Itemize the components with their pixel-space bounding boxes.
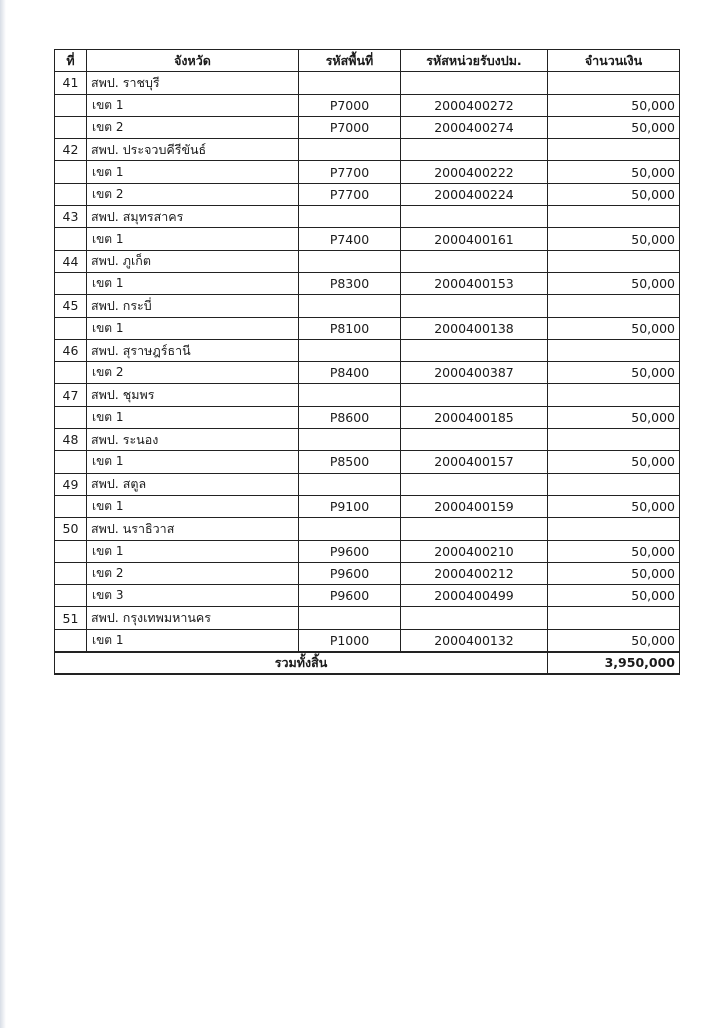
cell-unit-code: 2000400185 — [401, 406, 548, 428]
cell-no — [55, 272, 87, 294]
cell-name: เขต 1 — [87, 406, 299, 428]
cell-no — [55, 562, 87, 584]
cell-area-code — [299, 473, 401, 495]
cell-name: สพป. สมุทรสาคร — [87, 206, 299, 228]
cell-amount: 50,000 — [548, 228, 680, 250]
cell-amount: 50,000 — [548, 629, 680, 651]
cell-area-code: P9100 — [299, 495, 401, 517]
table-row-province — [55, 473, 680, 495]
cell-unit-code — [401, 295, 548, 317]
cell-amount — [548, 518, 680, 540]
cell-name: เขต 1 — [87, 272, 299, 294]
cell-area-code — [299, 518, 401, 540]
table-row-province — [55, 429, 680, 451]
cell-name: เขต 2 — [87, 562, 299, 584]
cell-area-code: P8500 — [299, 451, 401, 473]
cell-name: เขต 1 — [87, 629, 299, 651]
cell-amount — [548, 206, 680, 228]
cell-area-code: P1000 — [299, 629, 401, 651]
cell-name: สพป. สุราษฎร์ธานี — [87, 339, 299, 361]
cell-amount — [548, 384, 680, 406]
table-row-district — [55, 629, 680, 651]
cell-amount — [548, 72, 680, 94]
table-row-province — [55, 384, 680, 406]
cell-no — [55, 161, 87, 183]
cell-amount — [548, 473, 680, 495]
cell-amount — [548, 250, 680, 272]
cell-area-code: P7000 — [299, 116, 401, 138]
table-row-district — [55, 540, 680, 562]
cell-area-code — [299, 139, 401, 161]
cell-amount: 50,000 — [548, 362, 680, 384]
cell-name: สพป. ระนอง — [87, 429, 299, 451]
cell-unit-code — [401, 473, 548, 495]
cell-unit-code — [401, 384, 548, 406]
cell-amount: 50,000 — [548, 94, 680, 116]
cell-unit-code: 2000400153 — [401, 272, 548, 294]
cell-amount: 50,000 — [548, 161, 680, 183]
cell-amount: 50,000 — [548, 183, 680, 205]
cell-unit-code — [401, 429, 548, 451]
cell-no: 47 — [55, 384, 87, 406]
cell-area-code — [299, 206, 401, 228]
table-row-district — [55, 94, 680, 116]
cell-area-code — [299, 339, 401, 361]
cell-amount: 50,000 — [548, 406, 680, 428]
total-row — [55, 652, 680, 674]
cell-no: 43 — [55, 206, 87, 228]
table-row-district — [55, 451, 680, 473]
cell-area-code: P9600 — [299, 540, 401, 562]
page-edge-shadow — [0, 0, 6, 1028]
cell-area-code — [299, 384, 401, 406]
table-row-province — [55, 295, 680, 317]
total-amount: 3,950,000 — [548, 652, 680, 674]
cell-name: สพป. นราธิวาส — [87, 518, 299, 540]
cell-area-code: P7000 — [299, 94, 401, 116]
header-area-code: รหัสพื้นที่ — [299, 50, 401, 72]
cell-no — [55, 228, 87, 250]
cell-no — [55, 362, 87, 384]
cell-no — [55, 183, 87, 205]
table-row-district — [55, 116, 680, 138]
cell-name: สพป. ภูเก็ต — [87, 250, 299, 272]
cell-name: เขต 2 — [87, 116, 299, 138]
cell-amount — [548, 607, 680, 629]
cell-name: สพป. กระบี่ — [87, 295, 299, 317]
cell-amount: 50,000 — [548, 116, 680, 138]
cell-no: 42 — [55, 139, 87, 161]
cell-no — [55, 585, 87, 607]
cell-no — [55, 317, 87, 339]
cell-area-code: P7700 — [299, 161, 401, 183]
header-amount: จำนวนเงิน — [548, 50, 680, 72]
cell-unit-code — [401, 607, 548, 629]
cell-unit-code: 2000400157 — [401, 451, 548, 473]
cell-area-code — [299, 72, 401, 94]
cell-area-code — [299, 607, 401, 629]
cell-name: เขต 1 — [87, 451, 299, 473]
cell-unit-code: 2000400210 — [401, 540, 548, 562]
cell-no: 45 — [55, 295, 87, 317]
cell-unit-code — [401, 206, 548, 228]
table-body — [55, 72, 680, 652]
cell-no: 48 — [55, 429, 87, 451]
cell-no: 51 — [55, 607, 87, 629]
cell-unit-code: 2000400387 — [401, 362, 548, 384]
cell-unit-code — [401, 139, 548, 161]
cell-no — [55, 451, 87, 473]
cell-area-code: P7700 — [299, 183, 401, 205]
header-unit-code: รหัสหน่วยรับงปม. — [401, 50, 548, 72]
total-label: รวมทั้งสิ้น — [55, 652, 548, 674]
table-row-province — [55, 72, 680, 94]
table-row-province — [55, 206, 680, 228]
cell-amount: 50,000 — [548, 272, 680, 294]
cell-unit-code: 2000400138 — [401, 317, 548, 339]
cell-no — [55, 629, 87, 651]
cell-amount: 50,000 — [548, 317, 680, 339]
table-row-district — [55, 362, 680, 384]
cell-no: 41 — [55, 72, 87, 94]
cell-area-code: P8300 — [299, 272, 401, 294]
cell-amount — [548, 295, 680, 317]
table-row-district — [55, 183, 680, 205]
cell-name: สพป. กรุงเทพมหานคร — [87, 607, 299, 629]
cell-area-code: P7400 — [299, 228, 401, 250]
cell-unit-code: 2000400161 — [401, 228, 548, 250]
cell-unit-code: 2000400132 — [401, 629, 548, 651]
table-row-province — [55, 250, 680, 272]
cell-unit-code: 2000400272 — [401, 94, 548, 116]
cell-area-code: P8100 — [299, 317, 401, 339]
cell-amount: 50,000 — [548, 495, 680, 517]
cell-name: เขต 3 — [87, 585, 299, 607]
cell-no: 50 — [55, 518, 87, 540]
cell-name: เขต 1 — [87, 161, 299, 183]
cell-amount — [548, 429, 680, 451]
cell-name: เขต 1 — [87, 94, 299, 116]
cell-name: เขต 1 — [87, 228, 299, 250]
table-row-province — [55, 339, 680, 361]
cell-amount: 50,000 — [548, 585, 680, 607]
cell-no: 44 — [55, 250, 87, 272]
cell-area-code: P8400 — [299, 362, 401, 384]
table-row-province — [55, 139, 680, 161]
cell-name: เขต 2 — [87, 183, 299, 205]
cell-no — [55, 116, 87, 138]
cell-no — [55, 94, 87, 116]
cell-area-code: P8600 — [299, 406, 401, 428]
cell-area-code: P9600 — [299, 562, 401, 584]
cell-amount: 50,000 — [548, 540, 680, 562]
cell-area-code: P9600 — [299, 585, 401, 607]
cell-name: เขต 1 — [87, 540, 299, 562]
cell-unit-code: 2000400159 — [401, 495, 548, 517]
cell-amount — [548, 339, 680, 361]
table-row-district — [55, 585, 680, 607]
cell-amount: 50,000 — [548, 451, 680, 473]
budget-table — [54, 49, 680, 675]
cell-amount — [548, 139, 680, 161]
table-row-district — [55, 272, 680, 294]
cell-unit-code — [401, 518, 548, 540]
cell-unit-code — [401, 250, 548, 272]
cell-area-code — [299, 429, 401, 451]
cell-name: สพป. ราชบุรี — [87, 72, 299, 94]
table-row-district — [55, 406, 680, 428]
cell-no — [55, 495, 87, 517]
header-row — [55, 50, 680, 72]
cell-no — [55, 406, 87, 428]
cell-unit-code — [401, 339, 548, 361]
cell-unit-code: 2000400222 — [401, 161, 548, 183]
cell-area-code — [299, 295, 401, 317]
cell-name: สพป. สตูล — [87, 473, 299, 495]
cell-name: สพป. ประจวบคีรีขันธ์ — [87, 139, 299, 161]
cell-unit-code: 2000400212 — [401, 562, 548, 584]
header-no: ที่ — [55, 50, 87, 72]
table-row-province — [55, 607, 680, 629]
table-row-district — [55, 317, 680, 339]
table-row-district — [55, 228, 680, 250]
cell-amount: 50,000 — [548, 562, 680, 584]
header-province: จังหวัด — [87, 50, 299, 72]
cell-no — [55, 540, 87, 562]
cell-name: สพป. ชุมพร — [87, 384, 299, 406]
cell-unit-code: 2000400224 — [401, 183, 548, 205]
cell-name: เขต 2 — [87, 362, 299, 384]
cell-area-code — [299, 250, 401, 272]
cell-no: 49 — [55, 473, 87, 495]
table-row-district — [55, 161, 680, 183]
table-row-province — [55, 518, 680, 540]
cell-unit-code: 2000400274 — [401, 116, 548, 138]
cell-unit-code: 2000400499 — [401, 585, 548, 607]
cell-unit-code — [401, 72, 548, 94]
cell-name: เขต 1 — [87, 495, 299, 517]
table-row-district — [55, 562, 680, 584]
cell-no: 46 — [55, 339, 87, 361]
table-row-district — [55, 495, 680, 517]
cell-name: เขต 1 — [87, 317, 299, 339]
